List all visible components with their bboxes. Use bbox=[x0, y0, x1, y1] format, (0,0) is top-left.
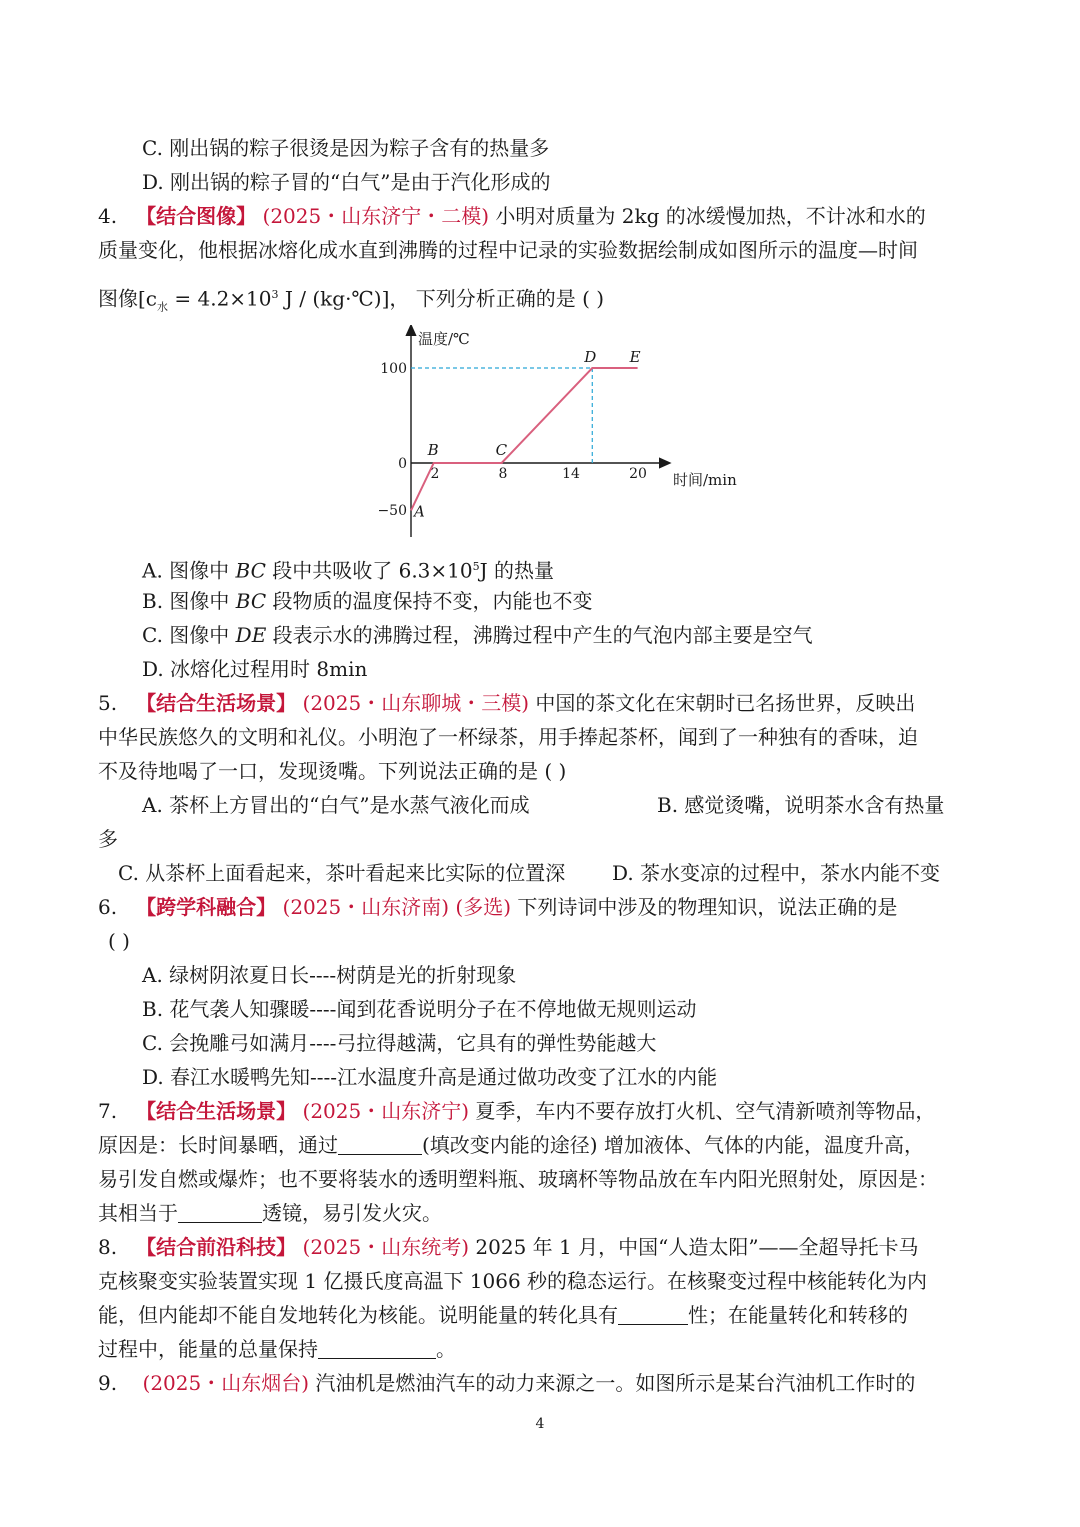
q8-number: 8. bbox=[98, 1235, 118, 1259]
q6-multi: (多选) bbox=[455, 895, 512, 919]
y-tick-100: 100 bbox=[380, 361, 407, 377]
q7-number: 7. bbox=[98, 1099, 118, 1123]
q3-option-d: D. 刚出锅的粽子冒的“白气”是由于汽化形成的 bbox=[142, 170, 551, 194]
q4-line-3: 图像[$c_水 = 4.2\times 10^3$ J / (kg·℃)]， 下列分析正确的是 ( ) bbox=[98, 286, 605, 314]
q5-number: 5. bbox=[98, 691, 118, 715]
q5-line-3: 不及待地喝了一口，发现烫嘴。下列说法正确的是 ( ) bbox=[98, 759, 567, 783]
q9-line-1: 9. (2025・山东烟台) 汽油机是燃油汽车的动力来源之一。如图所示是某台汽油机工作时的 bbox=[98, 1371, 916, 1395]
q8-line-2: 克核聚变实验装置实现 1 亿摄氏度高温下 1066 秒的稳态运行。在核聚变过程中核能转化为内 bbox=[98, 1269, 928, 1293]
q6-source: (2025・山东济南) bbox=[282, 895, 450, 919]
q4-line-2: 质量变化，他根据冰熔化成水直到沸腾的过程中记录的实验数据绘制成如图所示的温度—时间 bbox=[98, 238, 918, 262]
x-tick-2: 2 bbox=[430, 466, 440, 482]
q5-source: (2025・山东聊城・三模) bbox=[302, 691, 530, 715]
temperature-time-chart bbox=[370, 325, 760, 550]
temperature-line bbox=[411, 368, 638, 511]
y-tick-neg50: −50 bbox=[377, 503, 407, 519]
q6-option-d: D. 春江水暖鸭先知----江水温度升高是通过做功改变了江水的内能 bbox=[142, 1065, 718, 1089]
y-tick-0: 0 bbox=[398, 456, 407, 472]
q4-option-d: D. 冰熔化过程用时 8min bbox=[142, 657, 368, 681]
q3-option-c: C. 刚出锅的粽子很烫是因为粽子含有的热量多 bbox=[142, 136, 550, 160]
point-label-b: B bbox=[427, 441, 439, 459]
q6-line-2: ( ) bbox=[108, 929, 130, 953]
x-axis-label: 时间/min bbox=[673, 471, 737, 489]
q7-blank-1[interactable] bbox=[338, 1134, 422, 1155]
q7-line-3: 易引发自燃或爆炸；也不要将装水的透明塑料瓶、玻璃杯等物品放在车内阳光照射处，原因是： bbox=[98, 1167, 938, 1191]
q8-line-4: 过程中，能量的总量保持 。 bbox=[98, 1337, 456, 1361]
q8-line-1: 8. 【结合前沿科技】 (2025・山东统考) 2025 年 1 月，中国“人造太阳”——全超导托卡马 bbox=[98, 1235, 919, 1259]
q9-number: 9. bbox=[98, 1371, 118, 1395]
q8-source: (2025・山东统考) bbox=[302, 1235, 470, 1259]
q5-option-b-wrap: 多 bbox=[98, 827, 118, 851]
q6-option-b: B. 花气袭人知骤暖----闻到花香说明分子在不停地做无规则运动 bbox=[142, 997, 697, 1021]
x-tick-8: 8 bbox=[498, 466, 508, 482]
x-tick-14: 14 bbox=[562, 466, 580, 482]
q7-source: (2025・山东济宁) bbox=[302, 1099, 470, 1123]
q6-number: 6. bbox=[98, 895, 118, 919]
q7-line-1: 7. 【结合生活场景】 (2025・山东济宁) 夏季，车内不要存放打火机、空气清新喷剂等物品， bbox=[98, 1099, 936, 1123]
q6-line-1: 6. 【跨学科融合】 (2025・山东济南) (多选) 下列诗词中涉及的物理知识，说法正确的是 bbox=[98, 895, 898, 919]
q7-line-4: 其相当于 透镜，易引发火灾。 bbox=[98, 1201, 442, 1225]
point-label-c: C bbox=[495, 441, 508, 459]
q4-number: 4. bbox=[98, 204, 118, 228]
point-label-d: D bbox=[584, 348, 597, 366]
q5-option-d: D. 茶水变凉的过程中，茶水内能不变 bbox=[612, 861, 941, 885]
q4-option-c: C. 图像中 DE 段表示水的沸腾过程，沸腾过程中产生的气泡内部主要是空气 bbox=[142, 623, 813, 647]
q7-line-2: 原因是：长时间暴晒，通过 (填改变内能的途径) 增加液体、气体的内能，温度升高， bbox=[98, 1133, 924, 1157]
q8-tag: 【结合前沿科技】 bbox=[136, 1235, 297, 1259]
x-tick-20: 20 bbox=[629, 466, 647, 482]
q8-blank-2[interactable] bbox=[318, 1338, 436, 1359]
q5-line-1: 5. 【结合生活场景】 (2025・山东聊城・三模) 中国的茶文化在宋朝时已名扬世界，反映出 bbox=[98, 691, 916, 715]
q4-text-1: 小明对质量为 2kg 的冰缓慢加热，不计冰和水的 bbox=[495, 204, 926, 228]
q4-line-1 bbox=[98, 202, 926, 230]
q6-tag: 【跨学科融合】 bbox=[136, 895, 277, 919]
q9-source: (2025・山东烟台) bbox=[142, 1371, 310, 1395]
q4-source: (2025・山东济宁・二模) bbox=[262, 204, 490, 228]
q5-line-2: 中华民族悠久的文明和礼仪。小明泡了一杯绿茶，用手捧起茶杯，闻到了一种独有的香味，迫 bbox=[98, 725, 918, 749]
q7-tag: 【结合生活场景】 bbox=[136, 1099, 297, 1123]
q5-option-b: B. 感觉烫嘴，说明茶水含有热量 bbox=[657, 793, 945, 817]
point-label-a: A bbox=[414, 502, 425, 521]
q6-option-c: C. 会挽雕弓如满月----弓拉得越满，它具有的弹性势能越大 bbox=[142, 1031, 657, 1055]
y-axis-label: 温度/℃ bbox=[418, 330, 470, 348]
point-label-e: E bbox=[629, 348, 641, 366]
q6-option-a: A. 绿树阴浓夏日长----树荫是光的折射现象 bbox=[142, 963, 517, 987]
page-number: 4 bbox=[535, 1416, 545, 1432]
q8-line-3: 能，但内能却不能自发地转化为核能。说明能量的转化具有 性；在能量转化和转移的 bbox=[98, 1303, 908, 1327]
q4-tag: 【结合图像】 bbox=[136, 204, 257, 228]
q4-option-b: B. 图像中 BC 段物质的温度保持不变，内能也不变 bbox=[142, 589, 593, 613]
q8-blank-1[interactable] bbox=[618, 1304, 688, 1325]
q5-tag: 【结合生活场景】 bbox=[136, 691, 297, 715]
q5-option-a: A. 茶杯上方冒出的“白气”是水蒸气液化而成 bbox=[142, 793, 530, 817]
q4-option-a: A. 图像中 BC 段中共吸收了 $6.3\times 10^5J$ 的热量 bbox=[142, 558, 554, 583]
q5-option-c: C. 从茶杯上面看起来，茶叶看起来比实际的位置深 bbox=[118, 861, 566, 885]
q7-blank-2[interactable] bbox=[178, 1202, 262, 1223]
